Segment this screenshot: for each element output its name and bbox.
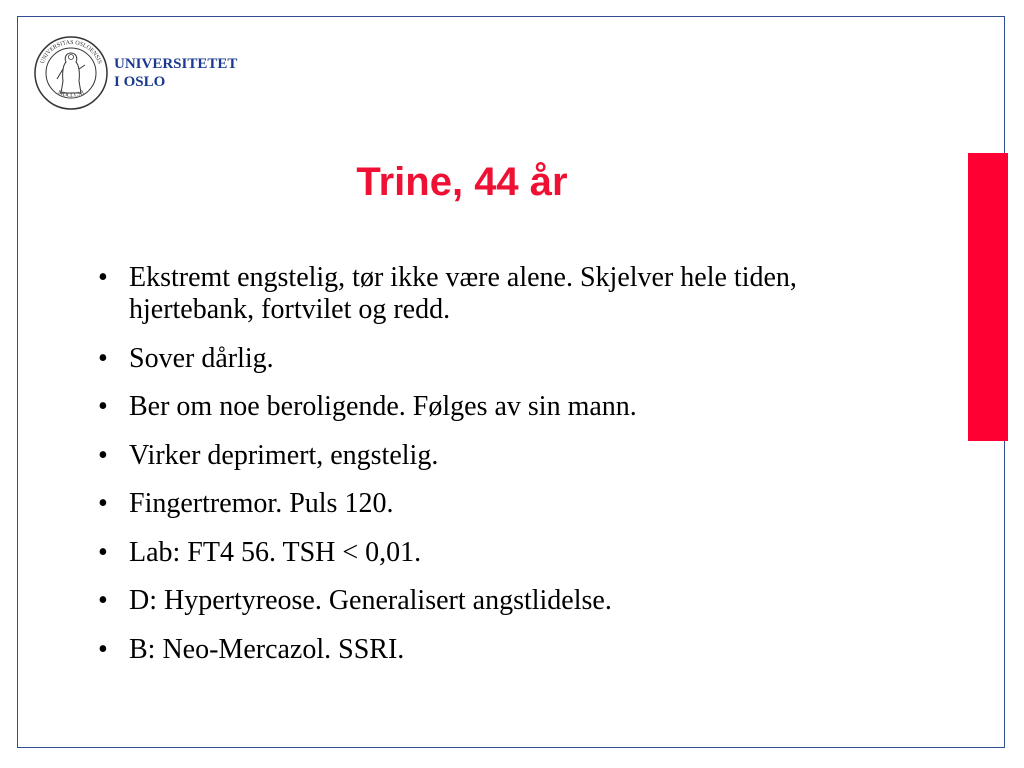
university-name [114, 55, 237, 91]
bullet-item [98, 391, 818, 423]
bullet-text: Virker deprimert, engstelig. [129, 439, 439, 471]
svg-text:MDCCCXI: MDCCCXI [56, 89, 86, 100]
bullet-item [98, 634, 818, 666]
university-name-line2: I OSLO [114, 74, 166, 90]
university-seal-logo [33, 35, 109, 111]
bullet-marker: • [98, 262, 108, 293]
bullet-text: D: Hypertyreose. Generalisert angstlidelse. [129, 585, 612, 616]
bullet-marker: • [98, 488, 108, 519]
bullet-list [98, 262, 818, 682]
bullet-marker: • [98, 536, 108, 568]
bullet-text: Ber om noe beroligende. Følges av sin mann. [129, 391, 637, 422]
bullet-text: Lab: FT4 56. TSH < 0,01. [129, 536, 422, 568]
university-name-line1: UNIVERSITETET [114, 56, 238, 72]
bullet-marker: • [98, 633, 108, 665]
bullet-item [98, 343, 818, 375]
bullet-item [98, 537, 818, 569]
bullet-text: Sover dårlig. [129, 342, 274, 374]
slide-title: Trine, 44 år [356, 160, 568, 204]
accent-bar [968, 153, 1008, 441]
bullet-text: Ekstremt engstelig, tør ikke være alene. Skjelver hele tiden, hjertebank, fortvilet og redd. [129, 262, 797, 325]
bullet-item [98, 262, 818, 326]
bullet-marker: • [98, 585, 108, 616]
bullet-item [98, 488, 818, 520]
bullet-text: Fingertremor. Puls 120. [129, 488, 394, 519]
bullet-item [98, 585, 818, 617]
bullet-marker: • [98, 439, 108, 471]
bullet-item [98, 440, 818, 472]
bullet-marker: • [98, 391, 108, 422]
bullet-marker: • [98, 342, 108, 374]
bullet-text: B: Neo-Mercazol. SSRI. [129, 633, 405, 665]
svg-text:UNIVERSITAS OSLOENSIS: UNIVERSITAS OSLOENSIS [39, 39, 103, 65]
